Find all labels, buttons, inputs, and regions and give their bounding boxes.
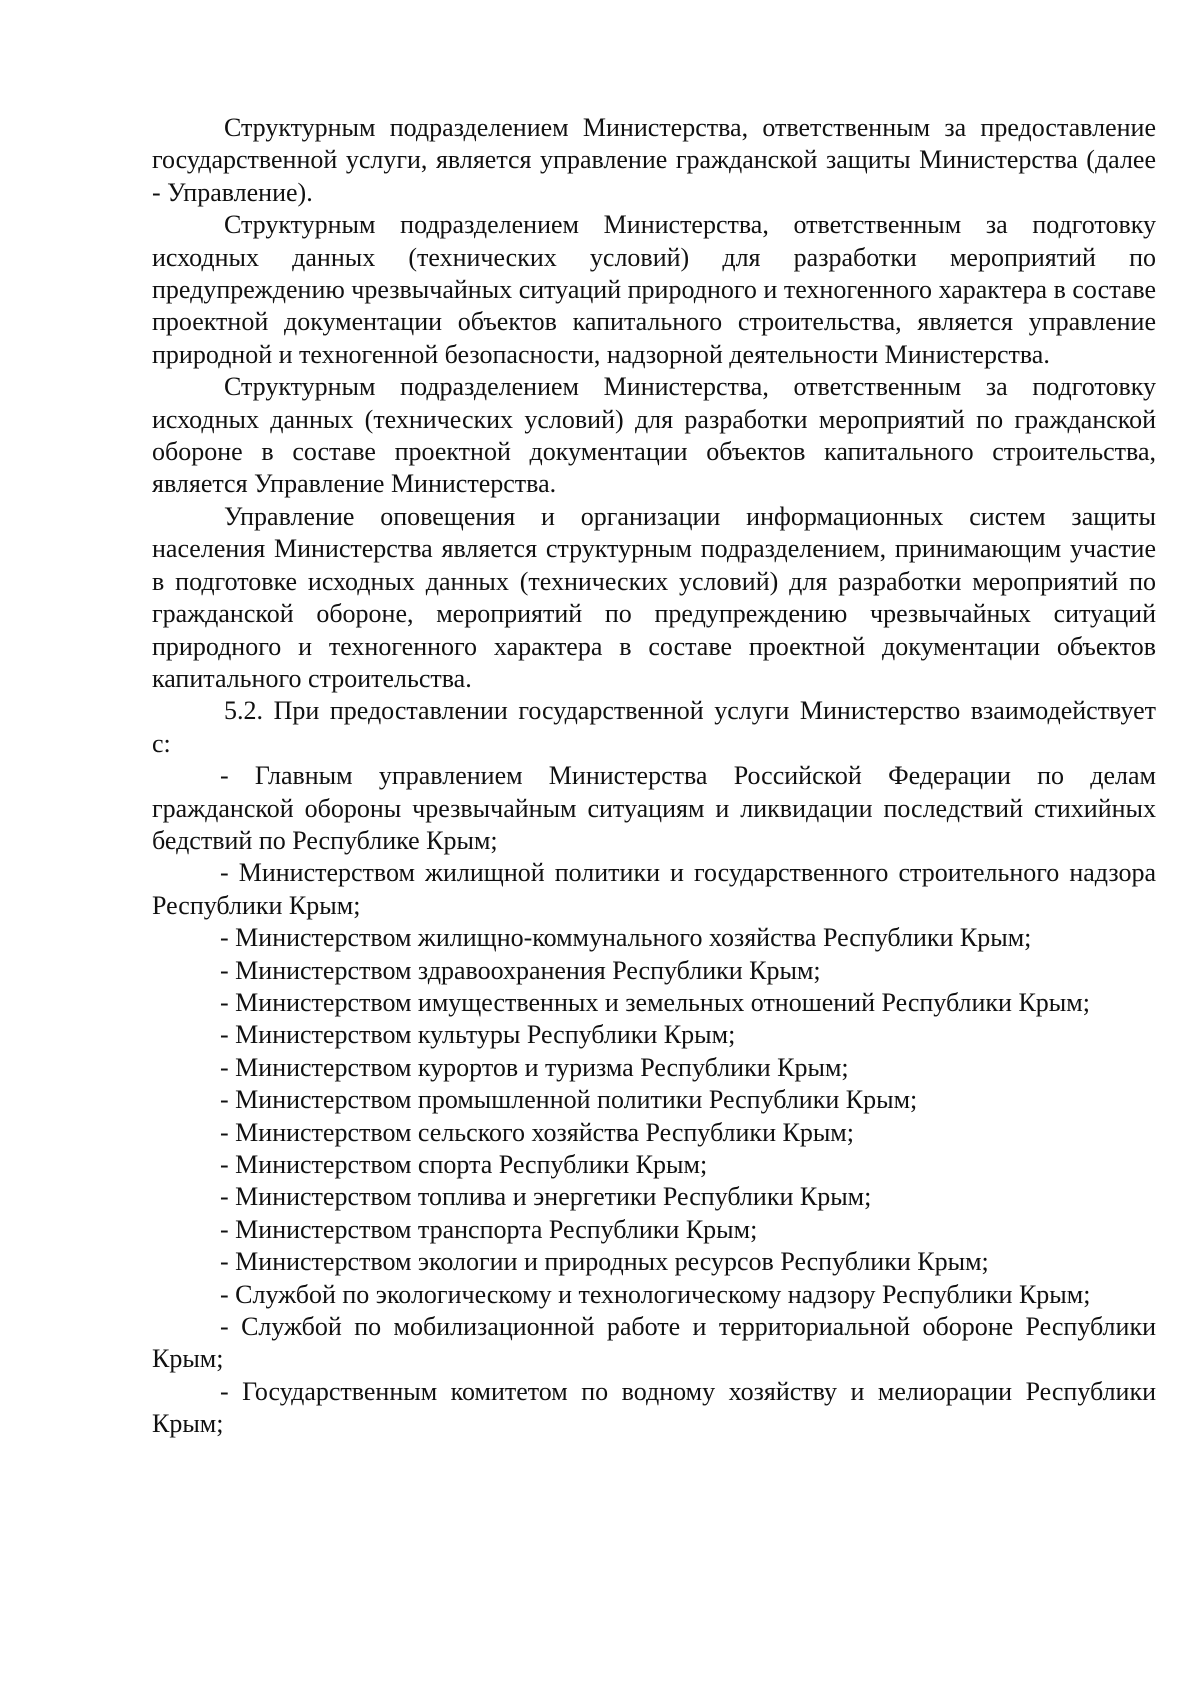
- list-item-main-directorate: - Главным управлением Министерства Российской Федерации по делам гражданской обороны чрезвычайным ситуациям и ликвидации последствий стихийных бедствий по Республике Крым;: [152, 761, 1156, 855]
- list-item-agriculture: - Министерством сельского хозяйства Республики Крым;: [220, 1117, 854, 1147]
- paragraph-structural-unit-emergency: Структурным подразделением Министерства, ответственным за подготовку исходных данных (технических условий) для разработки мероприятий по предупреждению чрезвычайных ситуаций природного и техногенного характера в составе проектной документации объектов капитального строительства, является управление природной и техногенной безопасности, надзорной деятельности Министерства.: [152, 210, 1156, 369]
- list-item-mobilization: - Службой по мобилизационной работе и территориальной обороне Республики Крым;: [152, 1312, 1156, 1374]
- document-page: [152, 112, 1156, 1441]
- list-item-water-committee: - Государственным комитетом по водному хозяйству и мелиорации Республики Крым;: [152, 1376, 1156, 1439]
- list-item-healthcare: - Министерством здравоохранения Республики Крым;: [220, 955, 821, 985]
- list-item-transport: - Министерством транспорта Республики Крым;: [220, 1214, 758, 1244]
- list-item-eco-tech-supervision: - Службой по экологическому и технологическому надзору Республики Крым;: [220, 1279, 1091, 1309]
- paragraph-structural-unit-service: Структурным подразделением Министерства, ответственным за предоставление государственной услуги, является управление гражданской защиты Министерства (далее - Управление).: [152, 113, 1156, 207]
- paragraph-notification-department: Управление оповещения и организации информационных систем защиты населения Министерства является структурным подразделением, принимающим участие в подготовке исходных данных (технических условий) для разработки мероприятий по гражданской обороне, мероприятий по предупреждению чрезвычайных ситуаций природного и техногенного характера в составе проектной документации объектов капитального строительства.: [152, 501, 1156, 693]
- list-item-culture: - Министерством культуры Республики Крым;: [220, 1020, 736, 1050]
- paragraph-section-5-2: 5.2. При предоставлении государственной услуги Министерство взаимодействует с:: [152, 696, 1156, 758]
- list-item-ecology: - Министерством экологии и природных ресурсов Республики Крым;: [220, 1247, 989, 1277]
- paragraph-structural-unit-civil-defense: Структурным подразделением Министерства, ответственным за подготовку исходных данных (технических условий) для разработки мероприятий по гражданской обороне в составе проектной документации объектов капитального строительства, является Управление Министерства.: [152, 372, 1156, 499]
- list-item-fuel-energy: - Министерством топлива и энергетики Республики Крым;: [220, 1182, 872, 1212]
- list-item-property-land: - Министерством имущественных и земельных отношений Республики Крым;: [220, 987, 1090, 1017]
- list-item-housing-policy: - Министерством жилищной политики и государственного строительного надзора Республики Крым;: [152, 858, 1156, 920]
- list-item-sport: - Министерством спорта Республики Крым;: [220, 1150, 708, 1179]
- list-item-housing-utilities: - Министерством жилищно-коммунального хозяйства Республики Крым;: [220, 923, 1032, 953]
- list-item-resorts-tourism: - Министерством курортов и туризма Республики Крым;: [220, 1052, 849, 1082]
- list-item-industrial-policy: - Министерством промышленной политики Республики Крым;: [220, 1085, 918, 1115]
